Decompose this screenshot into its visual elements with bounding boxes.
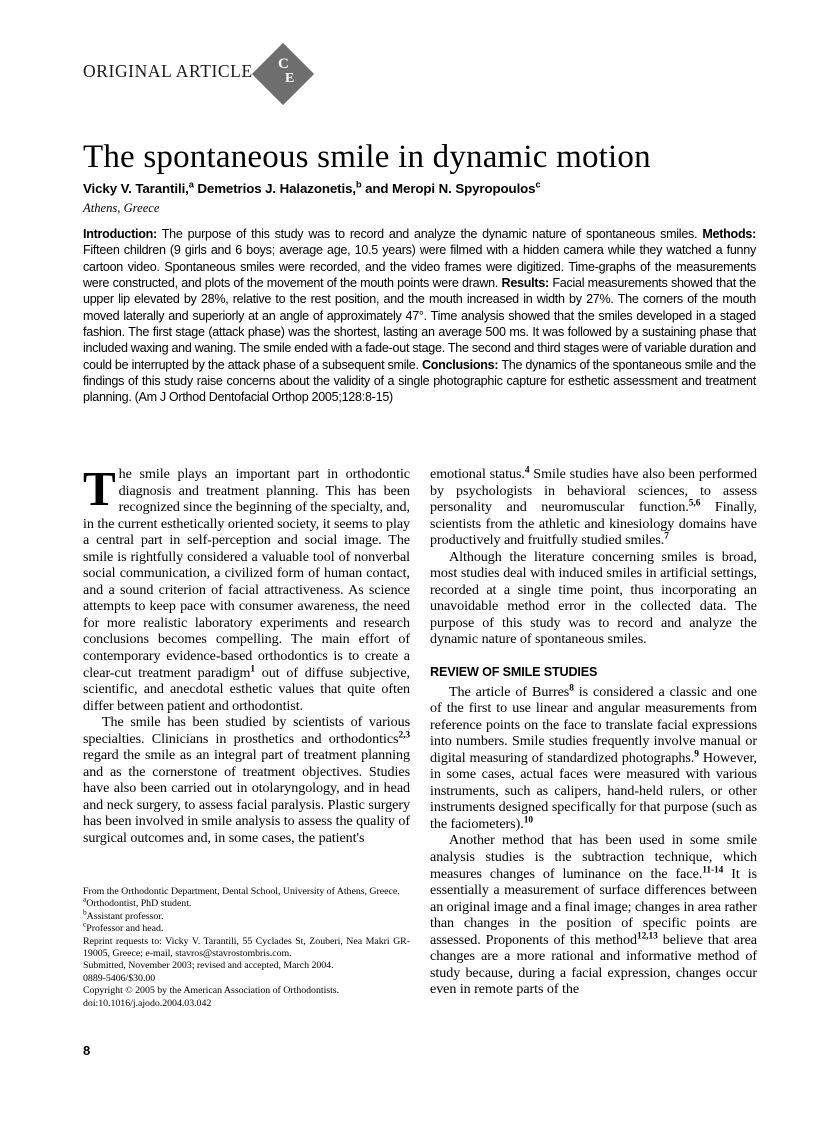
author-3-marker: c [535, 179, 541, 190]
paragraph-subtraction-technique [430, 832, 757, 997]
paragraph-burres-text-b: is considered a classic and one of the first to use linear and angular measurements from reference points on the face to translate facial expressions into numbers. Smile studies frequently involve manual or digital measuring of standardized photographs. [430, 683, 757, 766]
paragraph-intro [83, 461, 411, 714]
footnote-b [83, 907, 410, 923]
paragraph-emotional-status-text-b: Smile studies have also been performed by psychologists in behavioral sciences, to assess personality and neuromuscular function. [430, 466, 757, 516]
footnote-marker-a: a [83, 895, 87, 905]
citation-ref-10: 10 [523, 815, 533, 826]
footnote-reprint-requests: Reprint requests to: Vicky V. Tarantili, 55 Cyclades St, Zouberi, Nea Makri GR-19005, Greece; e-mail, stavros@stavrostombris.com. [83, 935, 410, 960]
abstract-label-methods: Methods: [702, 227, 756, 241]
footnote-copyright: Copyright © 2005 by the American Association of Orthodontists. [83, 985, 340, 997]
abstract-label-results: Results: [501, 276, 549, 291]
paragraph-intro-text-a: he smile plays an important part in orthodontic diagnosis and treatment planning. This has been recognized since the beginning of the specialty, and, in the current esthetically oriented society, it seems to play a central part in self-perception and social image. The smile is rightfully considered a valuable tool of nonverbal social communication, a civilized form of human contact, and a sound criterion of facial attractiveness. As science attempts to keep pace with consumer awareness, the need for more realistic laboratory experiments and research conclusions becomes compelling. The main effort of contemporary evidence-based orthodontics is to create a clear-cut treatment paradigm [83, 466, 411, 681]
author-3: and Meropi N. Spyropoulos [361, 181, 536, 196]
citation-ref-1: 1 [250, 663, 256, 674]
body-column-left [83, 461, 411, 847]
article-kicker: ORIGINAL ARTICLE [83, 61, 253, 81]
author-1: Vicky V. Tarantili, [83, 181, 189, 196]
paragraph-literature: Although the literature concerning smiles is broad, most studies deal with induced smiles in artificial settings, recorded at a single time point, thus incorporating an unavoidable method error in the collected data. The purpose of this study was to record and analyze the dynamic nature of spontaneous smiles. [430, 548, 757, 648]
author-1-marker: a [188, 179, 194, 190]
badge-letter-c: C [278, 56, 289, 72]
page-number: 8 [83, 1043, 91, 1058]
paragraph-emotional-status [430, 466, 757, 549]
paragraph-smile-specialties-text-a: The smile has been studied by scientists of various specialties. Clinicians in prosthetics and orthodontics [83, 714, 410, 747]
footnote-issn: 0889-5406/$30.00 [83, 972, 156, 984]
author-2: Demetrios J. Halazonetis, [193, 181, 356, 196]
paragraph-intro-text-b: out of diffuse subjective, scientific, and anecdotal esthetic values that quite often differ between patient and orthodontist. [83, 664, 410, 714]
paragraph-emotional-status-text-a: emotional status. [430, 466, 525, 482]
paragraph-emotional-status-text-c: Finally, scientists from the athletic and kinesiology domains have productively and fruitfully studied smiles. [430, 499, 757, 549]
paragraph-subtraction-text-c: believe that area changes are a more rational and informative method of study because, during a facial expression, changes occur even in remote parts of the [430, 931, 757, 998]
paragraph-smile-specialties-text-b: regard the smile as an integral part of treatment planning and as the cornerstone of treatment objectives. Studies have also been carried out in otolaryngology, and in head and neck surgery, to assess facial paralysis. Plastic surgery has been involved in smile analysis to assess the quality of surgical outcomes and, in some cases, the patient's [83, 747, 410, 847]
footnote-a-text: Orthodontist, PhD student. [86, 898, 192, 910]
citation-ref-2-3: 2,3 [398, 730, 410, 741]
badge-letter-e: E [285, 71, 295, 86]
author-list [83, 181, 773, 196]
abstract-label-introduction: Introduction: [83, 227, 157, 241]
citation-ref-8: 8 [569, 682, 574, 693]
footnote-a [83, 895, 410, 910]
abstract-text-conclusions: The dynamics of the spontaneous smile and the findings of this study raise concerns about the validity of a single photographic capture for esthetic assessment and treatment planning. (Am J Orthod Dentofacial Orthop 2005;128:8-15) [83, 357, 756, 405]
drop-cap: T [83, 461, 116, 516]
footnote-c [83, 919, 410, 935]
citation-ref-9: 9 [694, 749, 699, 760]
footnote-marker-c: c [83, 919, 87, 929]
footnote-marker-b: b [83, 907, 87, 917]
paragraph-subtraction-text-b: It is essentially a measurement of surface differences between an original image and a final image; changes in area rather than changes in the position of specific points are assessed. Proponents of this method [430, 865, 758, 948]
footnote-c-text: Professor and head. [86, 923, 164, 935]
abstract-text-methods: Fifteen children (9 girls and 6 boys; average age, 10.5 years) were filmed with a hidden camera while they watched a funny cartoon video. Spontaneous smiles were recorded, and the video frames were digitized. Time-graphs of the measurements were constructed, and plots of the movement of the mouth points were drawn. [83, 243, 756, 291]
body-column-right [430, 466, 757, 998]
footnote-b-text: Assistant professor. [86, 910, 164, 922]
paragraph-subtraction-text-a: Another method that has been used in some smile analysis studies is the subtraction technique, which measures changes of luminance on the face. [430, 832, 757, 882]
paragraph-smile-specialties [83, 714, 410, 846]
page-title: The spontaneous smile in dynamic motion [83, 139, 651, 176]
abstract [83, 226, 756, 406]
footnote-doi: doi:10.1016/j.ajodo.2004.03.042 [83, 997, 212, 1009]
author-2-marker: b [356, 179, 362, 190]
abstract-text-results: Facial measurements showed that the upper lip elevated by 28%, relative to the rest position, and the mouth increased in width by 27%. The corners of the mouth moved laterally and superiorly at an angle of approximately 47°. Time analysis showed that the smiles developed in a staged fashion. The first stage (attack phase) was the shortest, lasting an average 500 ms. It was followed by a sustaining phase that included waxing and waning. The smile ended with a fade-out stage. The second and third stages were of variable duration and could be interrupted by the attack phase of a subsequent smile. [83, 276, 757, 372]
abstract-label-conclusions: Conclusions: [421, 357, 499, 372]
paragraph-burres-text-a: The article of Burres [449, 683, 570, 700]
article-header [83, 52, 755, 108]
citation-ref-7: 7 [664, 531, 669, 542]
section-heading-review-of-smile-studies: REVIEW OF SMILE STUDIES [430, 665, 598, 680]
abstract-text-introduction: The purpose of this study was to record and analyze the dynamic nature of spontaneous smiles. [156, 227, 703, 241]
footnote-block [83, 886, 410, 1010]
citation-ref-5-6: 5,6 [688, 498, 701, 509]
continuing-education-badge-letters [261, 52, 305, 96]
citation-ref-4: 4 [524, 465, 530, 476]
paragraph-burres [430, 684, 757, 833]
citation-ref-12-13: 12,13 [636, 931, 658, 942]
footnote-affiliation: From the Orthodontic Department, Dental School, University of Athens, Greece. [83, 886, 400, 897]
author-affiliation-city: Athens, Greece [83, 201, 160, 215]
citation-ref-11-14: 11-14 [702, 864, 724, 875]
footnote-submitted-dates: Submitted, November 2003; revised and accepted, March 2004. [83, 960, 334, 972]
paragraph-burres-text-c: However, in some cases, actual faces were measured with various instruments, such as calipers, hand-held rulers, or other instruments designed specifically for that purpose (such as the faciometers). [430, 749, 757, 832]
